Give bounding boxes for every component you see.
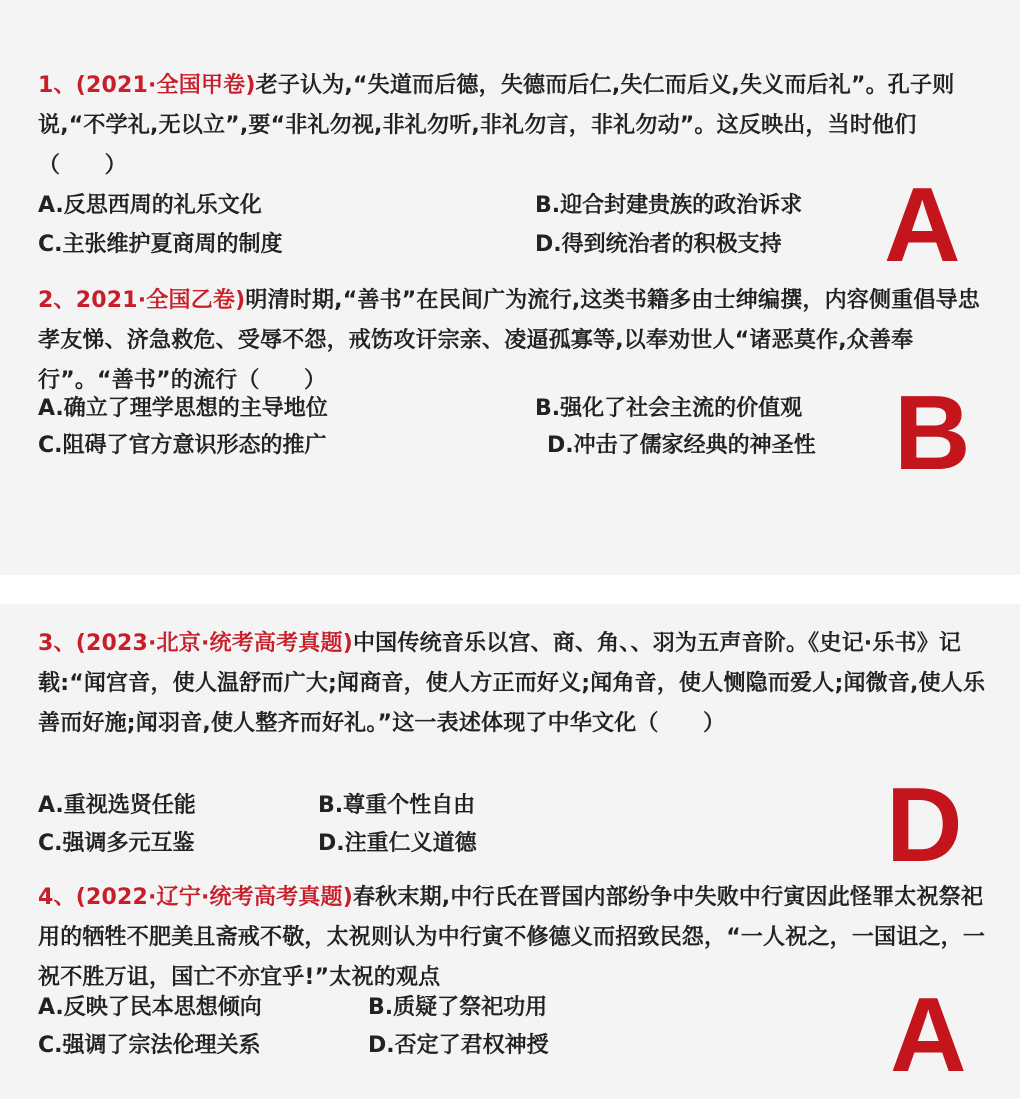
question-text: 老子认为,“失道而后德，失德而后仁,失仁而后义,失义而后礼”。孔子则说,“不学礼,无以立”,要“非礼勿视,非礼勿听,非礼勿言，非礼勿动”。这反映出，当时他们（ ） [38,73,955,178]
option-b[interactable]: B.尊重个性自由 [318,793,476,818]
question-stem [38,624,988,744]
option-a[interactable]: A.反思西周的礼乐文化 [38,193,262,218]
answer-letter: D [886,766,963,884]
option-b[interactable]: B.迎合封建贵族的政治诉求 [535,193,803,218]
question-stem [38,281,988,401]
question-source: 4、(2022·辽宁·统考高考真题) [38,885,353,910]
option-d[interactable]: D.否定了君权神授 [368,1033,549,1058]
option-b[interactable]: B.强化了社会主流的价值观 [535,396,803,421]
question-stem [38,878,988,998]
question-source: 1、(2021·全国甲卷) [38,73,256,98]
option-b[interactable]: B.质疑了祭祀功用 [368,995,548,1020]
question-3 [38,624,988,744]
question-text: 明清时期,“善书”在民间广为流行,这类书籍多由士绅编撰，内容侧重倡导忠孝友悌、济急救危、受辱不怨，戒饬攻讦宗亲、凌逼孤寡等,以奉劝世人“诸恶莫作,众善奉行”。“善书”的流行（ ） [38,288,980,393]
question-1 [38,66,988,186]
question-text: 春秋末期,中行氏在晋国内部纷争中失败中行寅因此怪罪太祝祭祀用的牺牲不肥美且斋戒不敬，太祝则认为中行寅不修德义而招致民怨，“一人祝之，一国诅之，一祝不胜万诅，国亡不亦宜乎!”太祝的观点 [38,885,986,990]
question-stem [38,66,988,186]
option-c[interactable]: C.阻碍了官方意识形态的推广 [38,433,327,458]
answer-letter: A [890,976,967,1094]
option-c[interactable]: C.主张维护夏商周的制度 [38,232,283,257]
option-d[interactable]: D.注重仁义道德 [318,831,477,856]
option-c[interactable]: C.强调了宗法伦理关系 [38,1033,261,1058]
option-d[interactable]: D.得到统治者的积极支持 [535,232,782,257]
option-a[interactable]: A.确立了理学思想的主导地位 [38,396,328,421]
option-a[interactable]: A.重视选贤任能 [38,793,196,818]
question-2 [38,281,988,401]
question-text: 中国传统音乐以宫、商、角、、羽为五声音阶。《史记·乐书》记载:“闻宫音，使人温舒而广大;闻商音，使人方正而好义;闻角音，使人恻隐而爱人;闻微音,使人乐善而好施;闻羽音,使人整齐而好礼。”这一表述体现了中华文化（ ） [38,631,986,736]
question-source: 2、2021·全国乙卷) [38,288,246,313]
option-c[interactable]: C.强调多元互鉴 [38,831,195,856]
option-d[interactable]: D.冲击了儒家经典的神圣性 [547,433,816,458]
question-4 [38,878,988,998]
answer-letter: B [894,374,971,492]
question-source: 3、(2023·北京·统考高考真题) [38,631,353,656]
answer-letter: A [884,166,961,284]
option-a[interactable]: A.反映了民本思想倾向 [38,995,262,1020]
